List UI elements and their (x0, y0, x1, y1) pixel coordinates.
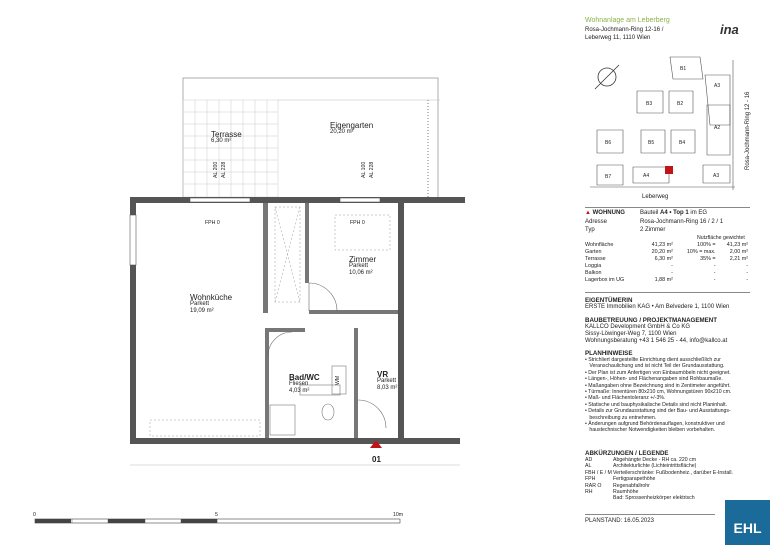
room-floor: Fliesen (289, 381, 309, 387)
room-name: Terrasse (211, 130, 242, 139)
weighted-header: Nutzfläche gewichtet (697, 235, 745, 241)
legend-value: Regenabfallrohr (613, 482, 650, 489)
fph-label-1: FPH 0 (205, 220, 220, 226)
note-item: • Maßangaben ohne Bezeichnung sind in Zentimeter angeführt. (585, 382, 731, 389)
legend-key: AD (585, 457, 593, 463)
legend-key: FPH (585, 476, 596, 483)
address-value: Rosa-Jochmann-Ring 16 / 2 / 1 (640, 219, 724, 225)
area-cell-label: Lagerbox im UG (585, 277, 625, 283)
type-label: Typ (585, 227, 595, 233)
areas-table (585, 242, 750, 284)
management-section (585, 314, 755, 346)
note-item: beschreibung zu entnehmen. (585, 414, 657, 421)
block-label: B3 (646, 101, 653, 107)
area-row (585, 242, 750, 249)
room-garten (330, 122, 373, 136)
block-label: A2 (714, 125, 721, 131)
floor-value: im EG (690, 210, 708, 216)
owner-heading: EIGENTÜMERIN (585, 297, 633, 304)
area-cell-weighted: - (746, 263, 748, 269)
area-cell-pct: - (713, 263, 716, 269)
area-cell-value: 6,30 m² (654, 256, 673, 262)
building-label: Bauteil (640, 210, 659, 216)
legend-key: RAR O (585, 482, 602, 489)
area-cell-weighted: 41,23 m² (726, 242, 748, 248)
note-item: • Details zur Grundausstattung sind der Bau- und Ausstattungs- (585, 408, 731, 415)
room-zimmer (349, 256, 376, 277)
note-item: • Maß- und Flächentoleranz +/-3%. (585, 395, 666, 402)
note-item: Veranschaulichung und ist nicht Teil der Grundausstattung. (585, 363, 725, 370)
room-area: 20,20 m² (330, 129, 354, 135)
street-bottom: Leberweg (642, 194, 669, 200)
notes-list (585, 357, 760, 434)
room-area: 8,03 m² (377, 385, 398, 391)
room-wohnkueche (190, 294, 232, 315)
area-row (585, 263, 750, 270)
owner-text: ERSTE Immobilien KAG • Am Belvedere 1, 1100 Wien (585, 304, 730, 310)
area-cell-pct: 35% = (700, 256, 716, 262)
room-name: Zimmer (349, 255, 377, 264)
windows (130, 198, 380, 265)
room-terrasse (211, 131, 242, 145)
room-area: 6,30 m² (211, 138, 232, 144)
area-cell-label: Garten (585, 249, 602, 255)
room-vr (377, 371, 397, 392)
room-floor: Parkett (349, 263, 369, 269)
block-label: B7 (605, 174, 612, 180)
block-label: A4 (643, 173, 650, 179)
note-item: haustechnischer Notwendigkeiten bleiben vorbehalten. (585, 427, 716, 434)
legend-list (585, 457, 765, 502)
area-cell-weighted: 2,00 m² (729, 249, 748, 255)
address-label: Adresse (585, 219, 608, 225)
block-label: B1 (680, 66, 687, 72)
scale-start: 0 (33, 512, 36, 518)
management-line: Wohnungsberatung +43 1 546 25 - 44, info@kallco.at (585, 338, 728, 345)
area-cell-weighted: - (746, 277, 748, 283)
exterior-walls (130, 197, 465, 444)
block-label: B6 (605, 140, 612, 146)
block-label: A3 (714, 83, 721, 89)
building-value: A4 • Top 1 (660, 210, 689, 216)
divider (585, 207, 750, 208)
scale-bar (35, 519, 400, 523)
area-cell-value: - (671, 263, 673, 269)
divider (585, 292, 750, 293)
ehl-logo (725, 500, 770, 545)
area-cell-weighted: - (746, 270, 748, 276)
area-row (585, 249, 750, 256)
legend-key: AL (585, 463, 592, 470)
scale-end: 10m (393, 512, 404, 518)
owner-section (585, 294, 755, 311)
management-line: Sissy-Löwinger-Weg 7, 1100 Wien (585, 331, 677, 338)
room-name: Bad/WC (289, 373, 320, 382)
al-label-1: AL 200 (213, 161, 219, 178)
project-title: Wohnanlage am Leberberg (585, 17, 670, 24)
room-name: Eigengarten (330, 121, 374, 130)
area-cell-pct: - (713, 270, 716, 276)
note-item: • Änderungen aufgrund Behördenauflagen, konstruktiver und (585, 421, 725, 428)
legend-value: Bad: Sprossenheizkörper elektrisch (613, 495, 695, 502)
unit-title: WOHNUNG (592, 210, 625, 216)
area-row (585, 256, 750, 263)
area-cell-label: Terrasse (585, 256, 606, 262)
notes-section (585, 347, 760, 434)
wm-label: WM (335, 375, 341, 385)
ina-logo: ina (720, 22, 739, 37)
block-label: B5 (648, 140, 655, 146)
block-label: B2 (677, 101, 684, 107)
legend-key: FBH / E / M (585, 469, 612, 476)
note-item: • Strichliert dargestellte Einrichtung dient ausschließlich zur (585, 357, 721, 363)
area-cell-pct: - (713, 277, 716, 283)
legend-value: Fertigparapethöhe (613, 476, 656, 483)
entrance-number: 01 (372, 455, 381, 464)
area-cell-value: - (671, 270, 673, 276)
area-cell-value: 20,20 m² (651, 249, 673, 255)
management-line: KALLCO Development GmbH & Co KG (585, 324, 691, 330)
divider (585, 514, 715, 515)
plan-date: PLANSTAND: 16.05.2023 (585, 518, 654, 524)
street-right: Rosa-Jochmann-Ring 12 - 16 (745, 91, 751, 170)
legend-value: Architekturlichte (Lichteintrittsfläche) (613, 463, 697, 470)
triangle-icon: ▲ (585, 210, 591, 216)
unit-marker (665, 166, 673, 174)
room-name: Wohnküche (190, 293, 233, 302)
room-floor: Parkett (190, 301, 210, 307)
door-swings (268, 283, 386, 428)
notes-heading: PLANHINWEISE (585, 350, 633, 357)
block-b1 (670, 57, 703, 79)
room-area: 10,06 m² (349, 270, 373, 276)
area-cell-pct: 100% = (697, 242, 716, 248)
block-label: B4 (679, 140, 686, 146)
legend-key: RH (585, 489, 593, 496)
block-label: A3 (713, 173, 720, 179)
al-label-4: AL 228 (369, 161, 375, 178)
legend-value: Raumhöhe (613, 489, 639, 496)
room-area: 4,03 m² (289, 388, 310, 394)
room-bad (289, 374, 320, 395)
north-arrow-icon (595, 65, 619, 89)
room-name: VR (377, 370, 389, 379)
legend-section (585, 447, 765, 502)
area-row (585, 277, 750, 284)
legend-heading: ABKÜRZUNGEN / LEGENDE (585, 450, 669, 457)
site-plan (585, 55, 770, 195)
area-cell-label: Wohnfläche (585, 242, 614, 248)
legend-value: Abgehängte Decke - RH ca. 220 cm (613, 457, 697, 463)
legend-key (585, 495, 613, 501)
area-cell-value: 41,23 m² (651, 242, 673, 248)
note-item: • Statische und bauphysikalische Details sind nicht Planinhalt. (585, 401, 727, 408)
brand-text: EHL (733, 520, 762, 536)
management-heading: BAUBETREUUNG / PROJEKTMANAGEMENT (585, 317, 718, 324)
address-line-1: Rosa-Jochmann-Ring 12-16 / (585, 27, 664, 33)
al-label-2: AL 228 (221, 161, 227, 178)
type-value: 2 Zimmer (640, 227, 666, 233)
note-item: • Der Plan ist zum Anfertigen von Einbaumöbeln nicht geeignet. (585, 369, 731, 376)
area-cell-label: Balkon (585, 270, 602, 276)
legend-value: Verteilerschränke: Fußbodenheiz., darüber E-Install. (613, 469, 733, 476)
area-cell-label: Loggia (585, 263, 602, 269)
address-line-2: Leberweg 11, 1110 Wien (585, 35, 651, 41)
unit-building (640, 210, 707, 216)
terrace-paving (183, 100, 278, 197)
fph-label-2: FPH 0 (350, 220, 365, 226)
note-item: • Längen-, Höhen- und Flächenangaben sind Rohbaumaße. (585, 376, 723, 383)
scale-mid: 5 (215, 512, 218, 518)
unit-header (585, 210, 625, 216)
area-cell-value: 1,88 m² (654, 277, 673, 283)
room-floor: Parkett (377, 378, 397, 384)
note-item: • Türmaße: Innentüren 80x210 cm, Wohnungstüren 90x210 cm. (585, 389, 732, 396)
area-row (585, 270, 750, 277)
room-area: 19,09 m² (190, 308, 214, 314)
al-label-3: AL 100 (361, 161, 367, 178)
area-cell-weighted: 2,21 m² (729, 256, 748, 262)
area-cell-pct: 10% = max. (686, 249, 716, 255)
